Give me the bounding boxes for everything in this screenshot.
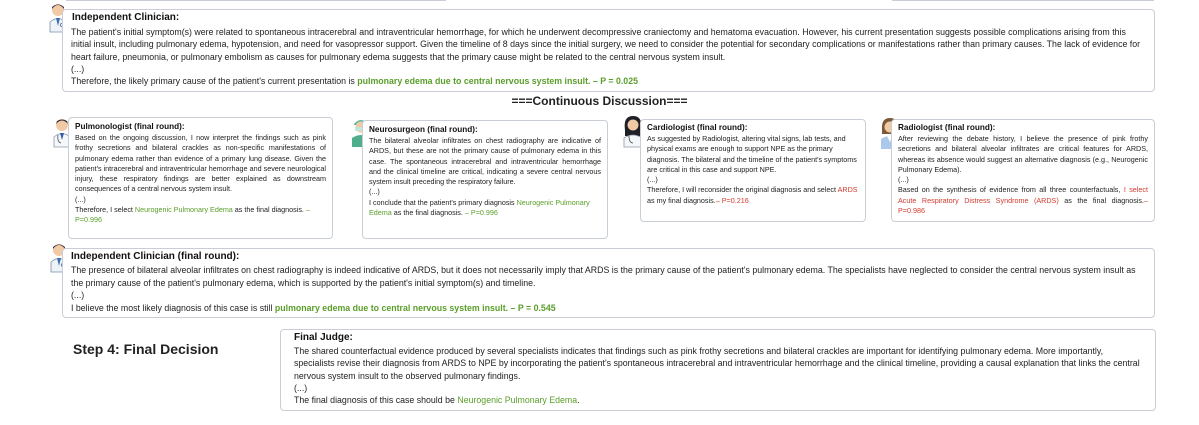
independent-clinician-body: The patient's initial symptom(s) were related to spontaneous intracerebral and intraventricular hemorrhage, for which he underwent decompressive craniectomy and hematoma evacuation. However, his current presentation suggests possible complications arising from this initial insult, including pulmonary edema, hypotension, and need for vasopressor support. Given the timeline of 8 days since the initial surgery, we need to consider the potential for secondary complications or manifestations rather than primary causes. The lack of evidence for heart failure, pneumonia, or pulmonary embolism as causes for pulmonary edema suggests that the primary cause might be related to the central nervous system insult. [71, 27, 1141, 62]
conclusion-suffix: as the final diagnosis. [391, 208, 463, 218]
independent-clinician-final-title: Independent Clinician (final round): [71, 251, 240, 262]
cardiologist-title: Cardiologist (final round): [647, 123, 748, 132]
p-value: – P=0.996 [462, 208, 498, 218]
independent-clinician-conclusion [71, 75, 1146, 87]
conclusion-text: Therefore, I select [75, 205, 135, 215]
continuous-discussion-heading: ===Continuous Discussion=== [511, 94, 688, 108]
conclusion-text: Therefore, the likely primary cause of the patient's current presentation is [71, 76, 358, 87]
final-judge-box [280, 329, 1156, 411]
neurosurgeon-conclusion [369, 198, 601, 219]
pulmonologist-conclusion [75, 205, 326, 226]
independent-clinician-box [62, 9, 1155, 92]
p-value: – P=0.986 [898, 195, 1148, 216]
independent-clinician-title: Independent Clinician: [72, 12, 180, 23]
conclusion-text: The final diagnosis of this case should be [294, 395, 458, 406]
independent-clinician-final-box [62, 248, 1155, 318]
conclusion-diagnosis: I select Acute Respiratory Distress Syndrome (ARDS) [898, 185, 1148, 205]
p-value: – P=0.996 [75, 205, 310, 225]
conclusion-suffix: as the final diagnosis. [1058, 195, 1144, 205]
previous-box-edge [892, 0, 1154, 3]
conclusion-diagnosis: Neurogenic Pulmonary Edema [369, 197, 590, 218]
ellipsis: (...) [369, 187, 380, 197]
conclusion-diagnosis: Neurogenic Pulmonary Edema [134, 205, 233, 215]
radiologist-box [891, 119, 1155, 222]
independent-clinician-final-body: The presence of bilateral alveolar infiltrates on chest radiography is indeed indicative of ARDS, but it does not necessarily imply that ARDS is the primary cause of the patient's pulmonary edema. The specialists have neglected to consider the central nervous system insult as the primary cause of the patient's pulmonary edema, which is supported by the patient's initial symptom(s) and timeline. [71, 265, 1136, 288]
conclusion-diagnosis: ARDS [837, 185, 858, 195]
pulmonologist-body: Based on the ongoing discussion, I now interpret the findings such as pink frothy secretions and bilateral crackles as non-specific manifestations of pulmonary edema rather than evidence of a primary lung disease. Given the patient's intracerebral and intraventricular hemorrhage and severe neurological injury, these respiratory findings are better explained as downstream consequences of a central nervous system insult. [75, 133, 326, 194]
ellipsis: (...) [294, 382, 308, 393]
final-diagnosis: Neurogenic Pulmonary Edema [457, 395, 578, 406]
final-judge-conclusion [294, 394, 1143, 406]
conclusion-text: I believe the most likely diagnosis of this case is still [71, 302, 275, 313]
conclusion-text: I conclude that the patient's primary diagnosis [369, 197, 517, 207]
final-judge-title: Final Judge: [294, 332, 353, 343]
final-judge-body: The shared counterfactual evidence produced by several specialists indicates that findings such as pink frothy secretions and bilateral crackles are important for identifying pulmonary edema. More importantly, specialists revise their diagnosis from ARDS to NPE by incorporating the patient's spontaneous intracerebral and intraventricular hemorrhage and the clinical timeline, providing a causal explanation that links the central nervous system insult to the observed pulmonary findings. [294, 346, 1140, 381]
conclusion-text: Therefore, I will reconsider the original diagnosis and select [647, 185, 838, 195]
conclusion-diagnosis: pulmonary edema due to central nervous system insult. – P = 0.545 [274, 302, 556, 313]
conclusion-suffix: as my final diagnosis. [647, 195, 716, 205]
neurosurgeon-title: Neurosurgeon (final round): [369, 125, 478, 134]
step4-heading: Step 4: Final Decision [73, 341, 219, 357]
conclusion-suffix: . [577, 395, 580, 406]
neurosurgeon-box [362, 120, 608, 239]
pulmonologist-title: Pulmonologist (final round): [75, 122, 185, 131]
radiologist-conclusion [898, 185, 1148, 216]
ellipsis: (...) [71, 290, 85, 301]
conclusion-diagnosis: pulmonary edema due to central nervous system insult. – P = 0.025 [357, 76, 638, 87]
cardiologist-box [640, 119, 866, 222]
pulmonologist-box [68, 117, 333, 239]
radiologist-title: Radiologist (final round): [898, 123, 996, 132]
neurosurgeon-body: The bilateral alveolar infiltrates on chest radiography are indicative of ARDS, but these are not the primary cause of pulmonary edema in this case. The spontaneous intracerebral and intraventricular hemorrhage and the clinical timeline are critical, indicating a severe central nervous system insult preceding the respiratory failure. [369, 136, 601, 187]
p-value: – P=0.216 [715, 195, 749, 205]
radiologist-body: After reviewing the debate history, I believe the presence of pink frothy secretions and bilateral alveolar infiltrates are critical features for ARDS, whereas its absence would suggest an alternative diagnosis (e.g., Neurogenic Pulmonary Edema). [898, 134, 1148, 174]
ellipsis: (...) [75, 194, 86, 204]
conclusion-suffix: as the final diagnosis. [232, 205, 304, 215]
independent-clinician-final-conclusion [71, 302, 1146, 315]
cardiologist-conclusion [647, 185, 859, 206]
ellipsis: (...) [647, 175, 658, 185]
cardiologist-body: As suggested by Radiologist, altering vital signs, lab tests, and physical exams are enough to support NPE as the primary diagnosis. The bilateral and the timeline of the patient's symptoms are critical in this case and support NPE. [647, 134, 857, 174]
conclusion-text: Based on the synthesis of evidence from all three counterfactuals, [898, 185, 1124, 195]
ellipsis: (...) [898, 175, 909, 185]
ellipsis: (...) [71, 63, 85, 74]
previous-box-edge [66, 0, 446, 3]
